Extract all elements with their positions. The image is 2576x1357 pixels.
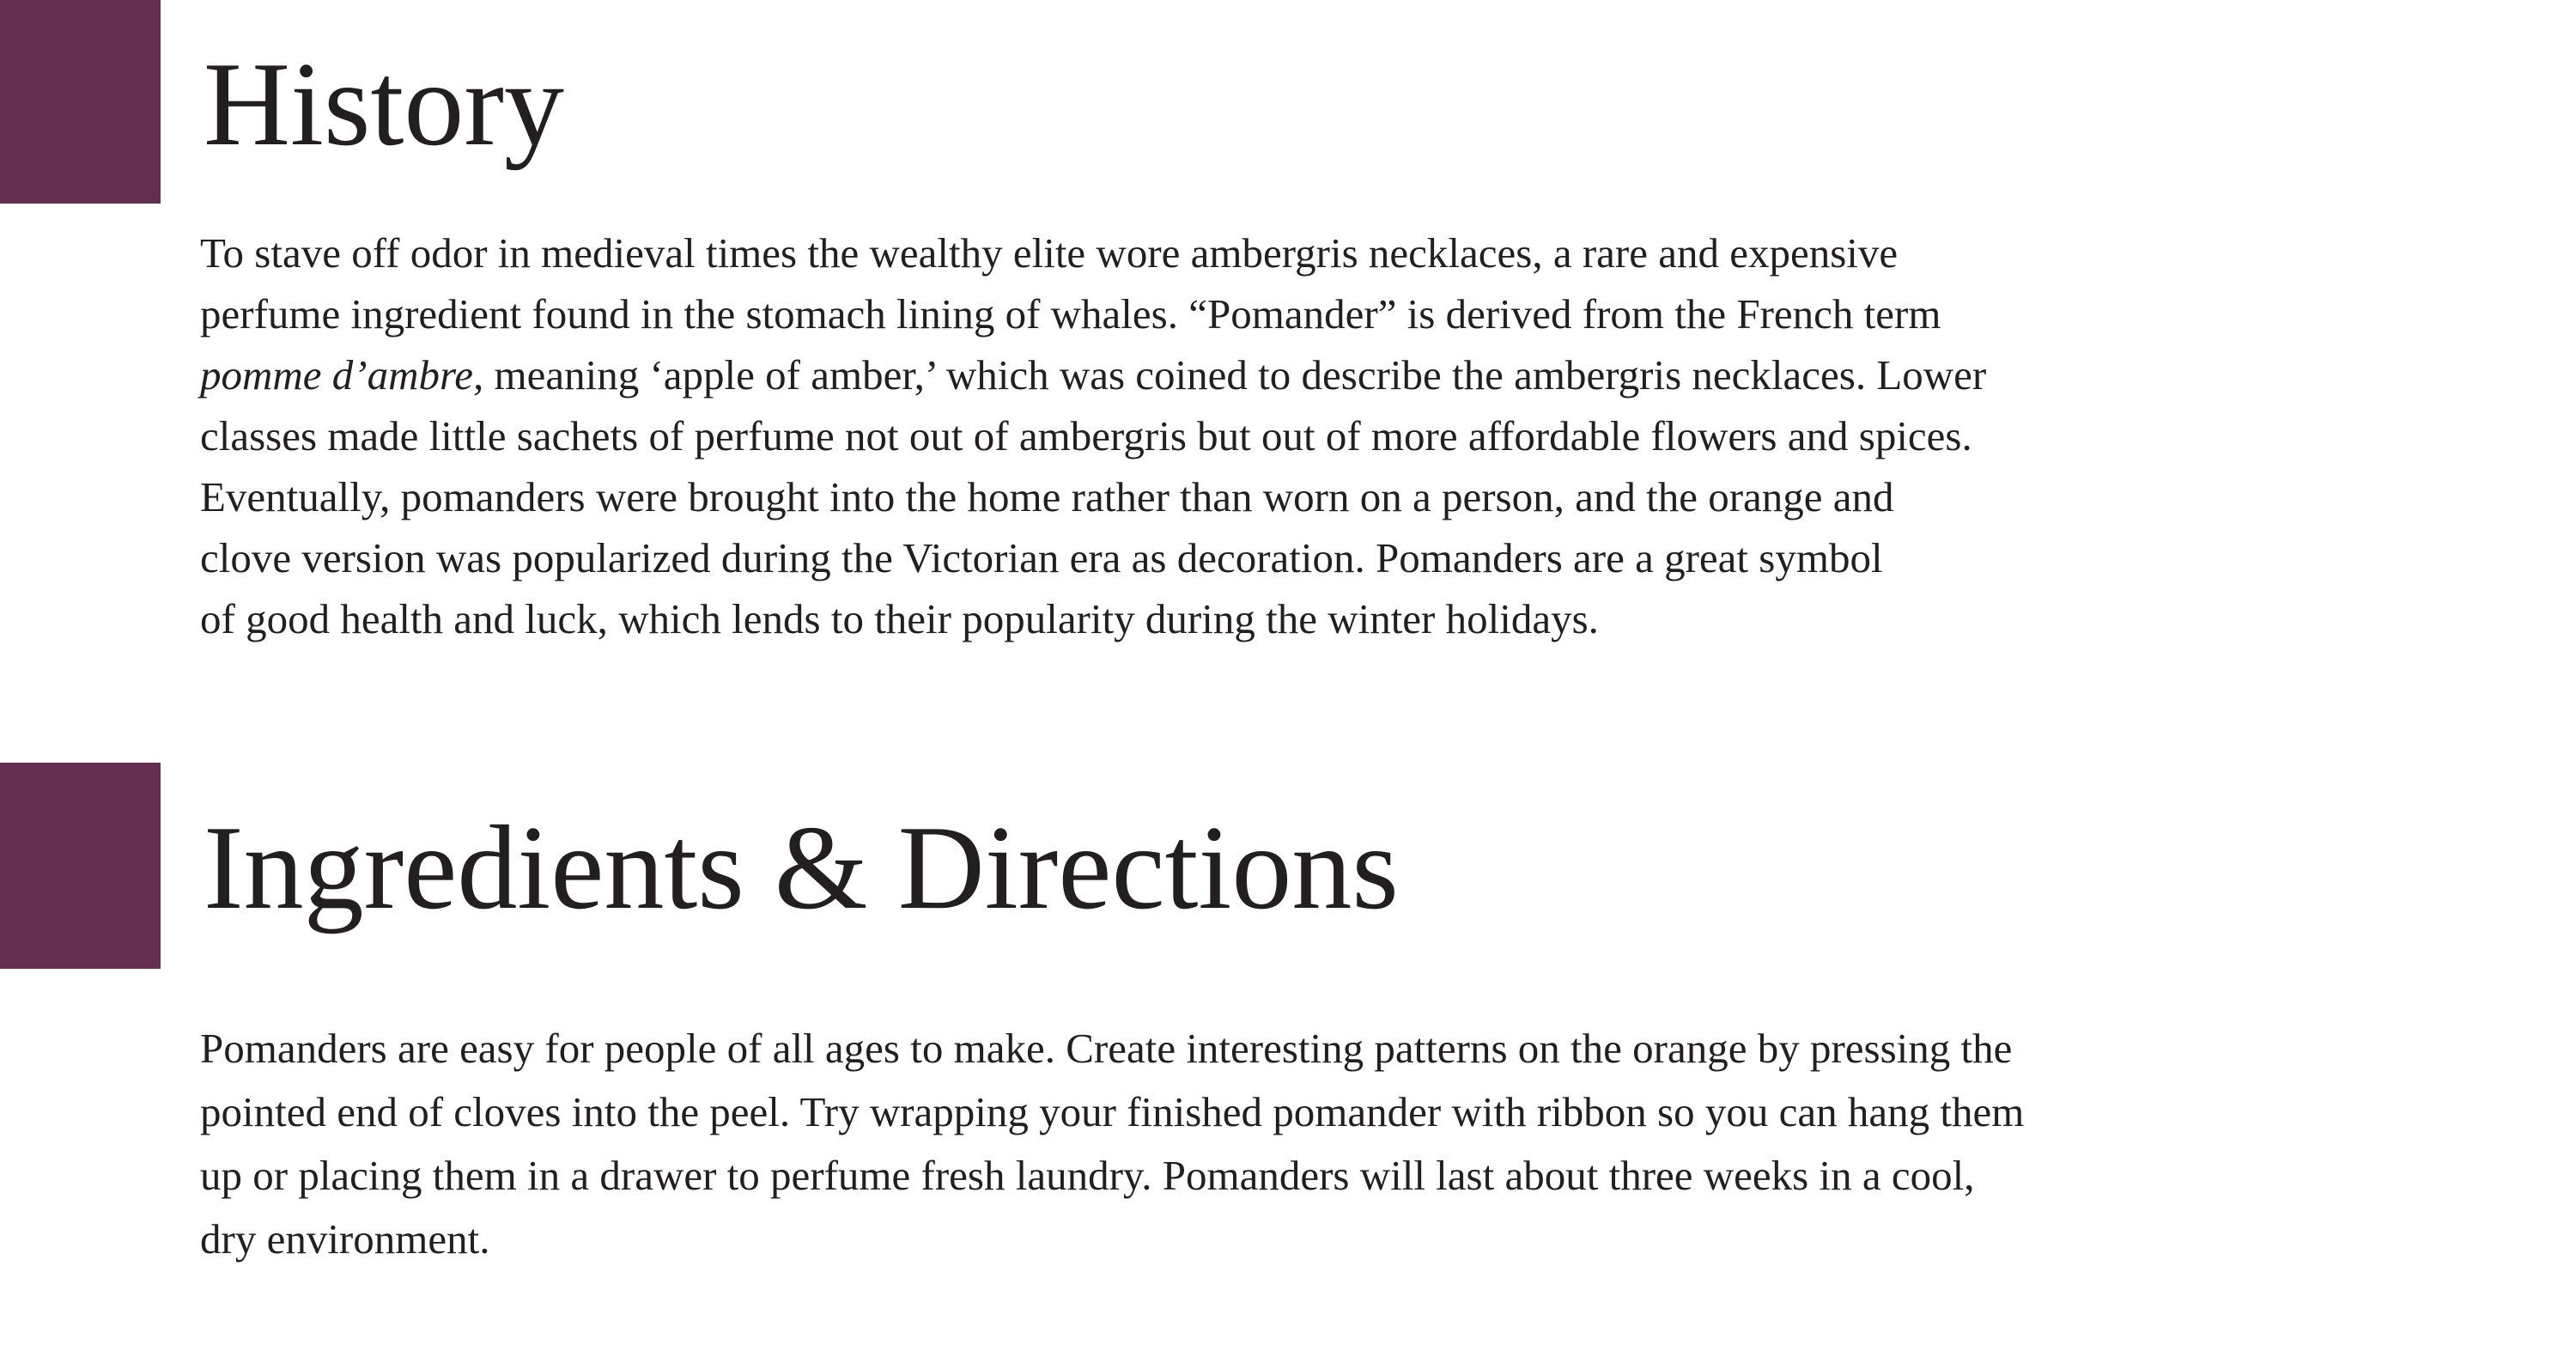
- paragraph-line: clove version was popularized during the Victorian era as decoration. Pomanders are a great symbol: [200, 534, 1883, 581]
- accent-block-ingredients: [0, 763, 161, 969]
- section-heading-history: History: [204, 38, 564, 171]
- paragraph-line: pointed end of cloves into the peel. Try wrapping your finished pomander with ribbon so you can hang them: [200, 1088, 2025, 1135]
- paragraph-line: Pomanders are easy for people of all ages to make. Create interesting patterns on the orange by pressing the: [200, 1025, 2013, 1072]
- paragraph-line: of good health and luck, which lends to their popularity during the winter holidays.: [200, 595, 1599, 642]
- history-paragraph: [200, 222, 2484, 649]
- paragraph-line: To stave off odor in medieval times the wealthy elite wore ambergris necklaces, a rare and expensive: [200, 229, 1899, 277]
- paragraph-line: dry environment.: [200, 1215, 490, 1263]
- accent-block-history: [0, 0, 161, 204]
- ingredients-paragraph: [200, 1017, 2484, 1271]
- paragraph-line: pomme d’ambre, meaning ‘apple of amber,’ which was coined to describe the ambergris necklaces. Lower: [200, 351, 1987, 399]
- section-heading-ingredients: Ingredients & Directions: [204, 801, 1399, 934]
- paragraph-line: Eventually, pomanders were brought into the home rather than worn on a person, and the orange and: [200, 473, 1894, 520]
- paragraph-line: perfume ingredient found in the stomach lining of whales. “Pomander” is derived from the French term: [200, 290, 1941, 338]
- paragraph-line: classes made little sachets of perfume not out of ambergris but out of more affordable flowers and spices.: [200, 412, 1972, 459]
- paragraph-line: up or placing them in a drawer to perfume fresh laundry. Pomanders will last about three weeks in a cool,: [200, 1152, 1975, 1199]
